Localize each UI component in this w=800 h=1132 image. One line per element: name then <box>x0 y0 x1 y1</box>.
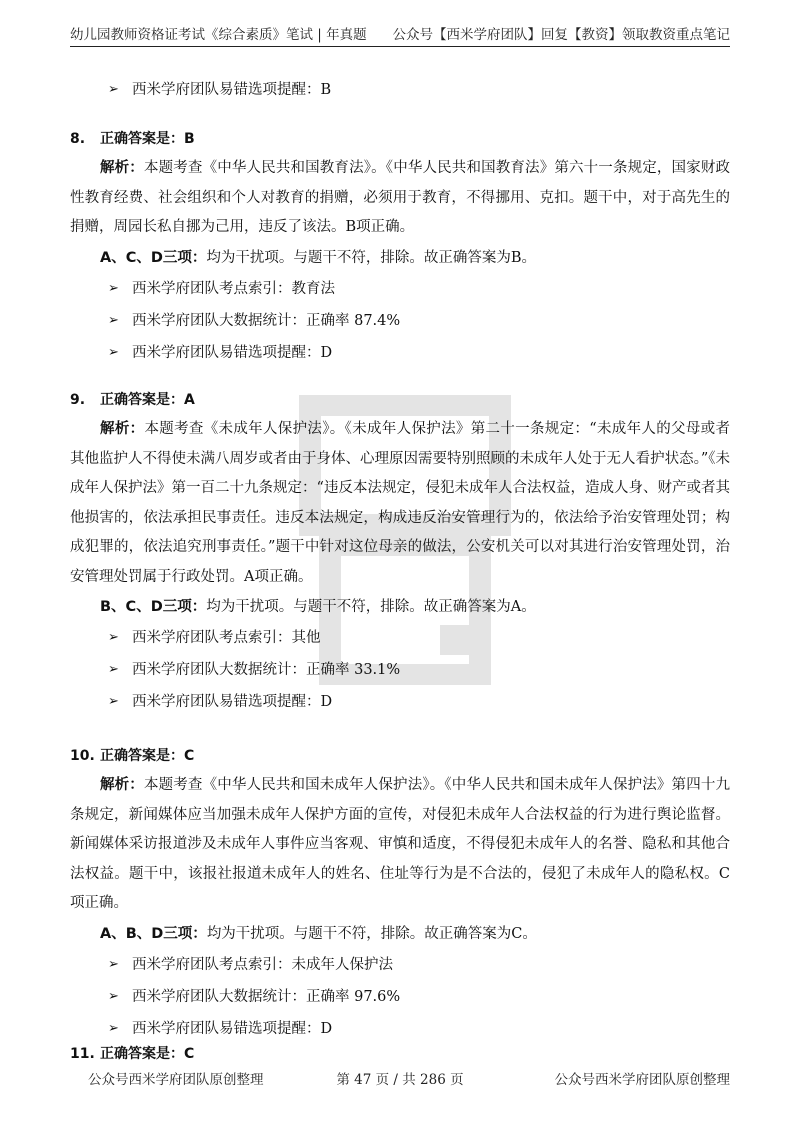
page-number: 第 47 页 / 共 286 页 <box>336 1072 464 1088</box>
list-item <box>70 688 730 716</box>
question-number: 9. <box>70 392 86 408</box>
list-item <box>70 339 730 367</box>
other-options-note <box>70 592 730 622</box>
analysis-text: 本题考查《中华人民共和国教育法》。《中华人民共和国教育法》第六十一条规定，国家财政性教育经费、社会组织和个人对教育的捐赠，必须用于教育，不得挪用、克扣。题干中，对于高先生的捐赠，周园长私自挪为己用，违反了该法。B项正确。 <box>70 160 731 235</box>
list-item <box>70 275 730 303</box>
bullet-text: 西米学府团队大数据统计：正确率 33.1% <box>132 662 401 678</box>
arrow-bullet-icon: ➢ <box>108 956 119 972</box>
question-number: 8. <box>70 131 86 147</box>
arrow-bullet-icon: ➢ <box>108 630 119 645</box>
arrow-bullet-icon: ➢ <box>108 662 119 677</box>
bullet-text: 西米学府团队易错选项提醒：B <box>132 82 332 98</box>
bullet-text: 西米学府团队大数据统计：正确率 97.6% <box>132 988 401 1005</box>
other-options-text: 均为干扰项。与题干不符，排除。故正确答案为C。 <box>206 925 537 942</box>
other-options-note <box>70 919 730 949</box>
list-item <box>70 624 730 652</box>
analysis-text: 本题考查《未成年人保护法》。《未成年人保护法》第二十一条规定：“未成年人的父母或者其他监护人不得使未满八周岁或者由于身体、心理原因需要特别照顾的未成年人处于无人看护状态。”《未成年人保护法》第一百二十九条规定：“违反本法规定，侵犯未成年人合法权益，造成人身、财产或者其他损害的，依法承担民事责任。违反本法规定，构成违反治安管理行为的，依法给予治安管理处罚；构成犯罪的，依法追究刑事责任。”题干中针对这位母亲的做法，公安机关可以对其进行治安管理处罚，治安管理处罚属于行政处罚。A项正确。 <box>70 421 730 585</box>
answer-heading <box>70 1039 730 1069</box>
question-number: 11. <box>70 1046 95 1062</box>
analysis-label: 解析： <box>100 421 145 437</box>
header-promo: 公众号【西米学府团队】回复【教资】领取教资重点笔记 <box>392 27 730 43</box>
question-block <box>70 118 730 371</box>
answer-heading <box>70 741 730 771</box>
arrow-bullet-icon: ➢ <box>108 988 119 1004</box>
bullet-text: 西米学府团队考点索引：未成年人保护法 <box>132 956 393 973</box>
answer-label: 正确答案是：A <box>100 392 195 408</box>
analysis-text: 本题考查《中华人民共和国未成年人保护法》。《中华人民共和国未成年人保护法》第四十九条规定，新闻媒体应当加强未成年人保护方面的宣传，对侵犯未成年人合法权益的行为进行舆论监督。新闻媒体采访报道涉及未成年人事件应当客观、审慎和适度，不得侵犯未成年人的名誉、隐私和其他合法权益。题干中，该报社报道未成年人的姓名、住址等行为是不合法的，侵犯了未成年人的隐私权。C项正确。 <box>70 777 731 911</box>
answer-heading <box>70 124 730 154</box>
arrow-bullet-icon: ➢ <box>108 1020 119 1036</box>
arrow-bullet-icon: ➢ <box>108 694 119 709</box>
list-item <box>70 983 730 1011</box>
other-options-note <box>70 243 730 273</box>
analysis-paragraph <box>70 415 730 592</box>
footer-left: 公众号西米学府团队原创整理 <box>88 1072 264 1088</box>
analysis-paragraph <box>70 771 730 919</box>
bullet-text: 西米学府团队考点索引：其他 <box>132 630 321 646</box>
bullet-text: 西米学府团队易错选项提醒：D <box>132 694 333 710</box>
arrow-bullet-icon: ➢ <box>108 344 119 360</box>
list-item <box>70 76 730 104</box>
other-options-text: 均为干扰项。与题干不符，排除。故正确答案为B。 <box>206 249 537 266</box>
other-options-label: A、C、D三项： <box>100 249 207 266</box>
other-options-text: 均为干扰项。与题干不符，排除。故正确答案为A。 <box>206 599 536 615</box>
bullet-text: 西米学府团队考点索引：教育法 <box>132 280 335 297</box>
question-block <box>70 1033 730 1069</box>
arrow-bullet-icon: ➢ <box>108 280 119 296</box>
list-item <box>70 656 730 684</box>
list-item <box>70 951 730 979</box>
header-title: 幼儿园教师资格证考试《综合素质》笔试 | 年真题 <box>70 27 367 43</box>
other-options-label: A、B、D三项： <box>100 925 207 942</box>
question-block <box>70 379 730 720</box>
analysis-label: 解析： <box>100 160 144 176</box>
list-item <box>70 307 730 335</box>
bullet-text: 西米学府团队易错选项提醒：D <box>132 1020 333 1037</box>
analysis-paragraph <box>70 154 730 243</box>
analysis-label: 解析： <box>100 777 144 793</box>
bullet-text: 西米学府团队大数据统计：正确率 87.4% <box>132 312 401 329</box>
arrow-bullet-icon: ➢ <box>108 82 119 97</box>
question-number: 10. <box>70 748 95 764</box>
other-options-label: B、C、D三项： <box>100 599 207 615</box>
question-block <box>70 735 730 1047</box>
answer-label: 正确答案是：C <box>100 748 195 764</box>
footer-right: 公众号西米学府团队原创整理 <box>554 1072 730 1088</box>
bullet-text: 西米学府团队易错选项提醒：D <box>132 344 333 361</box>
answer-heading <box>70 385 730 415</box>
answer-label: 正确答案是：B <box>100 131 195 147</box>
answer-label: 正确答案是：C <box>100 1046 195 1062</box>
arrow-bullet-icon: ➢ <box>108 312 119 328</box>
page-header <box>70 20 730 47</box>
